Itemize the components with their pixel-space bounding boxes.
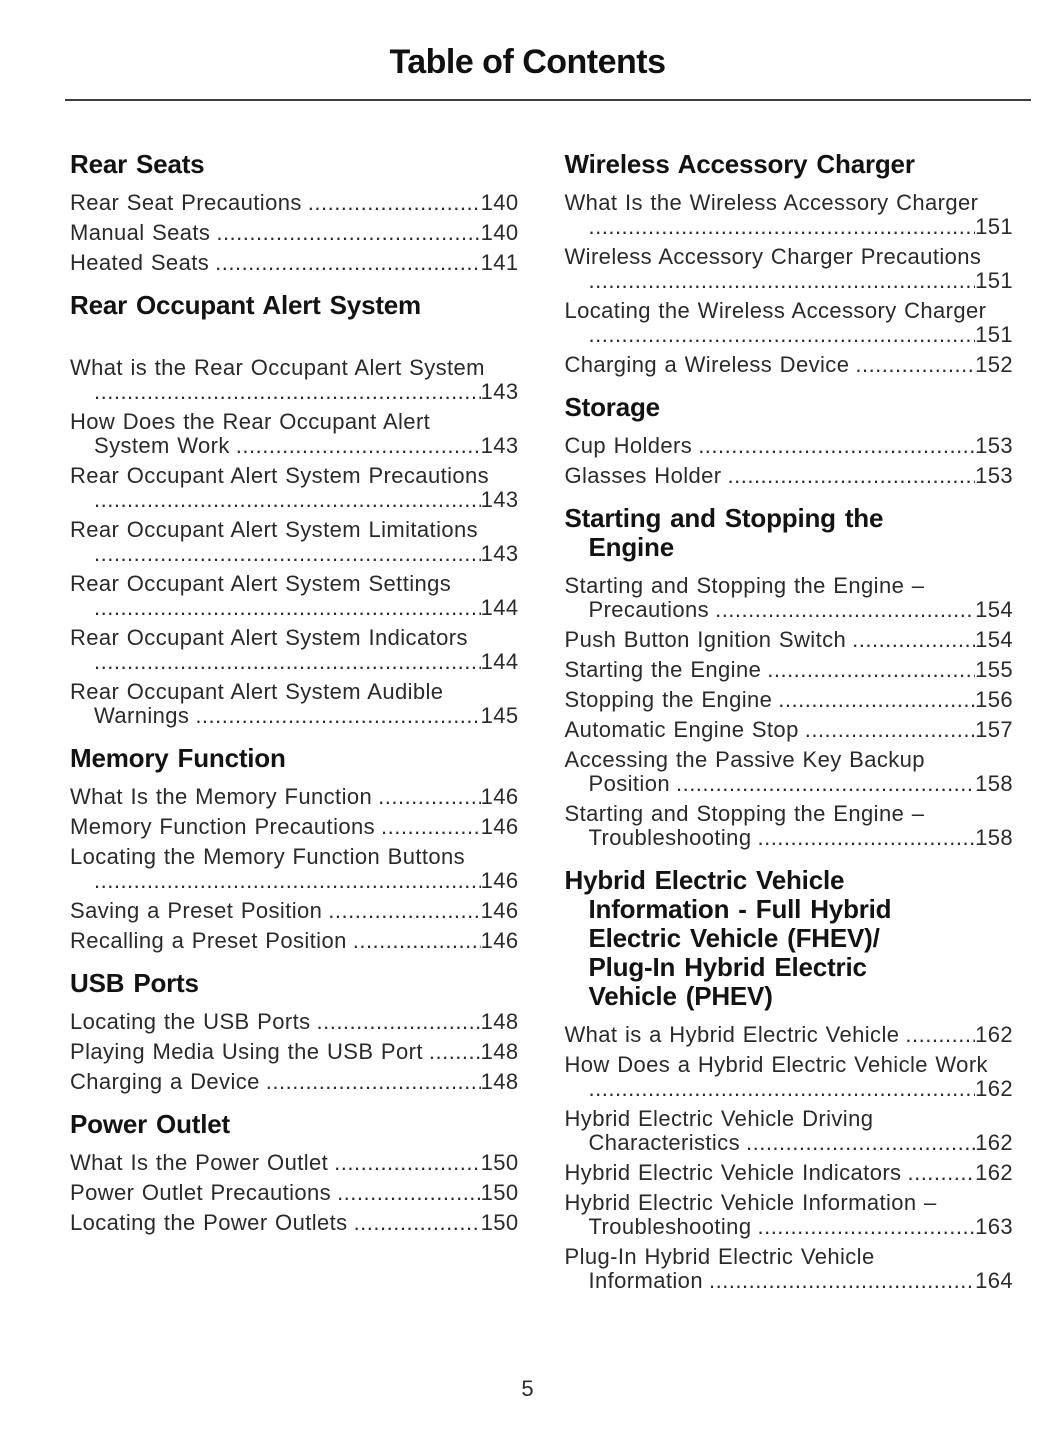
toc-entry-text: Rear Occupant Alert System Indicators — [70, 625, 468, 650]
toc-entry-last-line — [70, 785, 519, 809]
section-heading-line: Information - Full Hybrid — [588, 894, 892, 924]
dot-leader — [692, 434, 975, 458]
dot-leader — [94, 380, 481, 404]
toc-entry-last-line — [70, 929, 519, 953]
toc-entry-last-line — [70, 869, 519, 893]
dot-leader — [589, 1077, 976, 1101]
toc-entry — [70, 1070, 519, 1094]
toc-entry-text: Hybrid Electric Vehicle Driving — [564, 1106, 874, 1131]
dot-leader — [347, 929, 481, 953]
toc-entry-text: Hybrid Electric Vehicle Information – — [564, 1190, 937, 1215]
section-heading — [70, 744, 519, 773]
toc-section — [70, 1110, 519, 1235]
entry-page-number: 153 — [975, 463, 1013, 488]
toc-entry — [70, 929, 519, 953]
toc-entry — [565, 464, 1014, 488]
toc-entry-last-line — [70, 899, 519, 923]
entry-page-number: 148 — [480, 1009, 519, 1034]
toc-entry — [565, 1161, 1014, 1185]
entry-page-number: 154 — [975, 597, 1013, 622]
dot-leader — [899, 1023, 975, 1047]
entry-page-number: 144 — [480, 595, 519, 620]
toc-entry-text: Playing Media Using the USB Port — [70, 1039, 423, 1064]
entry-page-number: 153 — [975, 433, 1013, 458]
toc-entry-text: Memory Function Precautions — [70, 814, 376, 839]
toc-entry-text: Hybrid Electric Vehicle Indicators — [564, 1160, 902, 1185]
toc-entry-text: Information — [588, 1268, 703, 1293]
toc-entry-text: Push Button Ignition Switch — [564, 627, 847, 652]
toc-entry — [70, 1181, 519, 1205]
dot-leader — [761, 658, 975, 682]
toc-entry-text: Troubleshooting — [588, 825, 752, 850]
entry-page-number: 158 — [975, 825, 1013, 850]
toc-entry-text: How Does the Rear Occupant Alert — [70, 409, 431, 434]
entry-page-number: 141 — [480, 250, 519, 275]
toc-entry-last-line — [565, 269, 1014, 293]
dot-leader — [846, 628, 975, 652]
entry-page-number: 164 — [975, 1268, 1013, 1293]
toc-section — [565, 504, 1014, 850]
section-heading-line: Electric Vehicle (FHEV)/ — [588, 923, 880, 953]
section-heading-line: Rear Seats — [70, 149, 205, 179]
toc-entry — [565, 353, 1014, 377]
dot-leader — [94, 650, 481, 674]
section-heading — [70, 969, 519, 998]
toc-entry-text: What is a Hybrid Electric Vehicle — [564, 1022, 900, 1047]
entry-page-number: 158 — [975, 771, 1013, 796]
toc-entry-text: Accessing the Passive Key Backup — [564, 747, 925, 772]
dot-leader — [328, 1151, 480, 1175]
toc-entry-text: Heated Seats — [70, 250, 210, 275]
toc-entry-text: Plug-In Hybrid Electric Vehicle — [564, 1244, 875, 1269]
toc-entry-text: Troubleshooting — [588, 1214, 752, 1239]
entry-page-number: 162 — [975, 1130, 1013, 1155]
section-heading-line: USB Ports — [70, 968, 199, 998]
toc-entry-last-line — [70, 191, 519, 215]
entry-page-number: 151 — [975, 322, 1013, 347]
section-heading-line: Storage — [564, 392, 660, 422]
page-number: 5 — [521, 1376, 534, 1401]
toc-entry-last-line — [70, 1151, 519, 1175]
toc-entry-text: What Is the Wireless Accessory Charger — [564, 190, 979, 215]
toc-entry — [565, 748, 1014, 796]
toc-entry — [70, 572, 519, 620]
dot-leader — [670, 772, 975, 796]
toc-entry — [70, 1151, 519, 1175]
toc-entry-last-line — [70, 488, 519, 512]
toc-section — [565, 150, 1014, 377]
toc-entry-last-line — [565, 688, 1014, 712]
toc-entry-text: Locating the Memory Function Buttons — [70, 844, 466, 869]
toc-section — [70, 969, 519, 1094]
section-heading-line: Plug-In Hybrid Electric — [588, 952, 867, 982]
toc-entry-last-line — [565, 353, 1014, 377]
dot-leader — [849, 353, 975, 377]
toc-entry-text: Locating the Power Outlets — [70, 1210, 348, 1235]
toc-entry-last-line — [565, 718, 1014, 742]
toc-entry — [70, 626, 519, 674]
toc-entry-text: Rear Seat Precautions — [70, 190, 302, 215]
section-heading — [565, 393, 1014, 422]
page-footer — [0, 1376, 1055, 1402]
toc-entry — [70, 464, 519, 512]
dot-leader — [348, 1211, 481, 1235]
toc-entry — [70, 1040, 519, 1064]
toc-entry-text: Manual Seats — [70, 220, 211, 245]
dot-leader — [94, 869, 481, 893]
section-heading — [565, 150, 1014, 179]
toc-entry-last-line — [70, 1010, 519, 1034]
toc-entry — [565, 1053, 1014, 1101]
section-heading — [70, 1110, 519, 1139]
entry-page-number: 146 — [480, 868, 519, 893]
dot-leader — [751, 1215, 975, 1239]
toc-entry-text: Automatic Engine Stop — [564, 717, 799, 742]
toc-entry — [70, 845, 519, 893]
entry-page-number: 152 — [975, 352, 1013, 377]
dot-leader — [799, 718, 975, 742]
toc-entry — [565, 1107, 1014, 1155]
dot-leader — [423, 1040, 481, 1064]
toc-entry-last-line — [565, 434, 1014, 458]
dot-leader — [703, 1269, 975, 1293]
toc-entry-text: Stopping the Engine — [564, 687, 773, 712]
toc-entry — [70, 518, 519, 566]
toc-entry-text: Starting the Engine — [564, 657, 762, 682]
toc-entry — [565, 574, 1014, 622]
dot-leader — [740, 1131, 975, 1155]
dot-leader — [322, 899, 480, 923]
section-heading-line: Power Outlet — [70, 1109, 230, 1139]
section-heading — [565, 504, 1014, 562]
toc-entry — [70, 221, 519, 245]
entry-page-number: 148 — [480, 1069, 519, 1094]
entry-page-number: 146 — [480, 928, 519, 953]
dot-leader — [94, 542, 481, 566]
toc-entry — [70, 356, 519, 404]
toc-entry-text: Rear Occupant Alert System Settings — [70, 571, 452, 596]
toc-entry-text: Power Outlet Precautions — [70, 1180, 332, 1205]
toc-entry-last-line — [70, 596, 519, 620]
toc-entry-text: What is the Rear Occupant Alert System — [70, 355, 485, 380]
dot-leader — [260, 1070, 481, 1094]
toc-entry-last-line — [565, 1269, 1014, 1293]
dot-leader — [589, 323, 976, 347]
toc-entry — [565, 299, 1014, 347]
toc-entry-last-line — [565, 1215, 1014, 1239]
toc-entry-last-line — [565, 1131, 1014, 1155]
toc-entry-last-line — [565, 658, 1014, 682]
entry-page-number: 146 — [480, 898, 519, 923]
toc-entry-last-line — [70, 542, 519, 566]
dot-leader — [189, 704, 480, 728]
toc-entry-text: Rear Occupant Alert System Limitations — [70, 517, 479, 542]
dot-leader — [94, 488, 481, 512]
dot-leader — [94, 596, 481, 620]
toc-entry-text: Position — [588, 771, 670, 796]
entry-page-number: 143 — [480, 379, 519, 404]
dot-leader — [589, 269, 976, 293]
section-heading — [565, 866, 1014, 1011]
toc-entry-text: Rear Occupant Alert System Precautions — [70, 463, 490, 488]
toc-entry — [70, 410, 519, 458]
entry-page-number: 156 — [975, 687, 1013, 712]
toc-entry — [70, 1211, 519, 1235]
toc-section — [565, 866, 1014, 1293]
entry-page-number: 155 — [975, 657, 1013, 682]
entry-page-number: 150 — [480, 1150, 519, 1175]
toc-entry — [565, 658, 1014, 682]
toc-entry-text: What Is the Power Outlet — [70, 1150, 329, 1175]
toc-entry-text: Locating the USB Ports — [70, 1009, 311, 1034]
entry-page-number: 162 — [975, 1160, 1013, 1185]
toc-entry — [565, 191, 1014, 239]
toc-entry-text: How Does a Hybrid Electric Vehicle Work — [564, 1052, 988, 1077]
section-heading-line: Vehicle (PHEV) — [588, 981, 773, 1011]
toc-entry-last-line — [70, 1181, 519, 1205]
toc-entry-text: Starting and Stopping the Engine – — [564, 573, 925, 598]
dot-leader — [589, 215, 976, 239]
toc-entry-last-line — [70, 1211, 519, 1235]
dot-leader — [209, 251, 480, 275]
toc-entry-last-line — [565, 628, 1014, 652]
entry-page-number: 140 — [480, 190, 519, 215]
toc-entry-text: Charging a Device — [70, 1069, 260, 1094]
entry-page-number: 162 — [975, 1022, 1013, 1047]
page-title: Table of Contents — [389, 43, 666, 81]
toc-columns — [70, 150, 1013, 1299]
toc-entry-last-line — [70, 704, 519, 728]
toc-entry-text: What Is the Memory Function — [70, 784, 373, 809]
toc-entry-last-line — [70, 1070, 519, 1094]
entry-page-number: 163 — [975, 1214, 1013, 1239]
dot-leader — [722, 464, 976, 488]
toc-entry — [565, 802, 1014, 850]
entry-page-number: 140 — [480, 220, 519, 245]
toc-entry-last-line — [70, 815, 519, 839]
toc-column-left — [70, 150, 519, 1299]
toc-entry — [565, 1023, 1014, 1047]
toc-entry-text: Charging a Wireless Device — [564, 352, 850, 377]
entry-page-number: 145 — [480, 703, 519, 728]
toc-entry-last-line — [565, 598, 1014, 622]
entry-page-number: 146 — [480, 784, 519, 809]
dot-leader — [210, 221, 480, 245]
toc-entry-last-line — [565, 772, 1014, 796]
entry-page-number: 143 — [480, 487, 519, 512]
toc-entry-text: Saving a Preset Position — [70, 898, 323, 923]
title-divider — [65, 99, 1031, 101]
entry-page-number: 143 — [480, 541, 519, 566]
toc-entry — [70, 1010, 519, 1034]
toc-entry-last-line — [565, 1161, 1014, 1185]
toc-entry-last-line — [70, 251, 519, 275]
section-heading-line: Engine — [588, 532, 674, 562]
toc-entry-text: Locating the Wireless Accessory Charger — [564, 298, 987, 323]
toc-section — [565, 393, 1014, 488]
toc-entry-text: Wireless Accessory Charger Precautions — [564, 244, 982, 269]
toc-entry — [70, 680, 519, 728]
toc-entry-text: Recalling a Preset Position — [70, 928, 347, 953]
toc-entry — [70, 191, 519, 215]
entry-page-number: 151 — [975, 268, 1013, 293]
toc-entry-last-line — [70, 434, 519, 458]
toc-entry-last-line — [70, 380, 519, 404]
entry-page-number: 144 — [480, 649, 519, 674]
toc-entry-text: Warnings — [94, 703, 190, 728]
toc-entry-last-line — [70, 1040, 519, 1064]
section-heading-line: Starting and Stopping the — [564, 503, 884, 533]
toc-entry — [565, 434, 1014, 458]
section-heading-line: Rear Occupant Alert System — [70, 290, 421, 320]
toc-entry — [565, 628, 1014, 652]
toc-section — [70, 744, 519, 953]
dot-leader — [302, 191, 481, 215]
toc-entry-text: Precautions — [588, 597, 710, 622]
dot-leader — [751, 826, 975, 850]
toc-entry — [565, 688, 1014, 712]
toc-entry — [565, 245, 1014, 293]
toc-entry — [565, 1245, 1014, 1293]
dot-leader — [375, 815, 481, 839]
dot-leader — [230, 434, 481, 458]
toc-entry — [565, 718, 1014, 742]
toc-entry-text: System Work — [94, 433, 230, 458]
toc-entry — [70, 785, 519, 809]
entry-page-number: 154 — [975, 627, 1013, 652]
toc-entry — [70, 899, 519, 923]
entry-page-number: 157 — [975, 717, 1013, 742]
entry-page-number: 151 — [975, 214, 1013, 239]
toc-entry-last-line — [565, 464, 1014, 488]
toc-entry-last-line — [565, 1023, 1014, 1047]
toc-column-right — [565, 150, 1014, 1299]
toc-entry — [565, 1191, 1014, 1239]
toc-entry-text: Glasses Holder — [564, 463, 722, 488]
toc-entry-last-line — [565, 215, 1014, 239]
section-heading-line: Hybrid Electric Vehicle — [564, 865, 845, 895]
toc-entry — [70, 251, 519, 275]
dot-leader — [372, 785, 480, 809]
section-heading — [70, 291, 519, 320]
dot-leader — [772, 688, 975, 712]
dot-leader — [901, 1161, 975, 1185]
dot-leader — [709, 598, 975, 622]
toc-entry — [70, 815, 519, 839]
entry-page-number: 146 — [480, 814, 519, 839]
entry-page-number: 148 — [480, 1039, 519, 1064]
entry-page-number: 162 — [975, 1076, 1013, 1101]
entry-page-number: 143 — [480, 433, 519, 458]
toc-section — [70, 150, 519, 275]
section-heading-line: Wireless Accessory Charger — [564, 149, 915, 179]
toc-entry-text: Characteristics — [588, 1130, 740, 1155]
toc-entry-last-line — [565, 826, 1014, 850]
toc-entry-text: Rear Occupant Alert System Audible — [70, 679, 444, 704]
toc-entry-text: Starting and Stopping the Engine – — [564, 801, 925, 826]
toc-entry-text: Cup Holders — [564, 433, 693, 458]
toc-entry-last-line — [70, 221, 519, 245]
toc-entry-last-line — [70, 650, 519, 674]
toc-section — [70, 291, 519, 728]
entry-page-number: 150 — [480, 1180, 519, 1205]
entry-page-number: 150 — [480, 1210, 519, 1235]
dot-leader — [331, 1181, 481, 1205]
dot-leader — [310, 1010, 480, 1034]
section-heading-line: Memory Function — [70, 743, 286, 773]
section-heading — [70, 150, 519, 179]
toc-entry-last-line — [565, 1077, 1014, 1101]
toc-entry-last-line — [565, 323, 1014, 347]
